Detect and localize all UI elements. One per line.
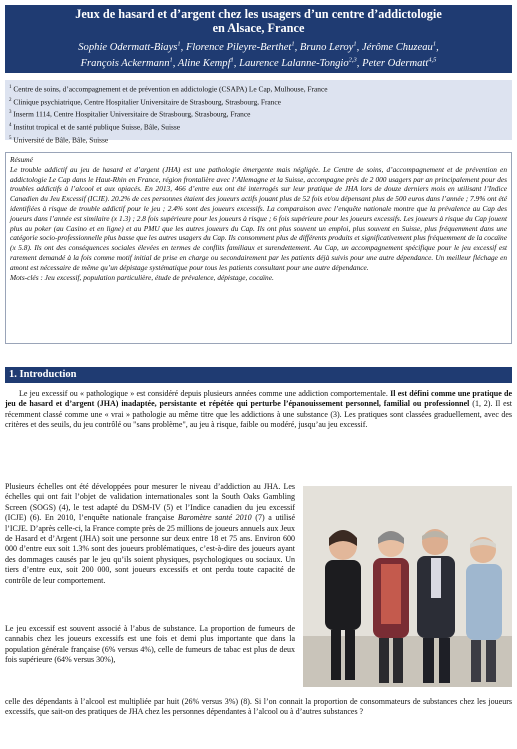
intro-paragraph-3-full: celle des dépendants à l’alcool est multipliée par huit (26% versus 3%) (8). Si l’on connait la proportion de consommateurs de substances chez les joueurs excessifs, que sait-on des pratiques de JHA chez les personnes dépendantes à l’alcool ou à d’autres substances ? <box>5 697 512 717</box>
bold-definition: Il est défini comme une pratique de jeu de hasard et d’argent (JHA) inadaptée, persistante et répétée qui perturbe l’épanouissement personnel, familial ou professionnel <box>5 389 512 409</box>
abstract-heading: Résumé <box>10 155 33 164</box>
team-photo-illustration <box>303 486 512 687</box>
affiliation: $^4$ Institut tropical et de santé publique Suisse, Bâle, Suisse <box>9 122 181 132</box>
affiliations-box <box>5 80 512 145</box>
title-line-1: Jeux de hasard et d’argent chez les usagers d’un centre d’addictologie <box>75 7 442 21</box>
text-run: Plusieurs échelles ont été développées pour mesurer le niveau d’addiction au JHA. Les échelles qui ont fait l’objet de validation internationales sont la South Oaks Gambling Screen (SOGS) (4), le test adapté du DSM-IV (5) et l’Indice canadien du jeu excessif (ICJE) (6). En 2010, l’enquête nationale française <box>5 482 295 523</box>
italic-survey-name: Baromètre santé 2010 <box>177 513 252 523</box>
author: Bruno Leroy$^1$, <box>299 40 362 53</box>
title-banner <box>5 5 512 73</box>
abstract-body: Le trouble addictif au jeu de hasard et d’argent (JHA) est une pathologie émergente mais négligée. Le Centre de soins, d’accompagnement et de prévention en addictologie Le Cap dans le Haut-Rhin en France, région frontalière avec l’Allemagne et la Suisse, accompagne près de 2 000 usagers par an principalement pour des troubles addictifs à l’alcool et aux opiacés. En 2013, 466 d’entre eux ont été interrogés sur leur pratique de JHA lors de douze derniers mois en utilisant l’Indice Canadien du Jeu Excessif (ICJE). 20.2% de ces personnes étaient des joueurs actifs jouant plus de 52 fois et/ou dépensant plus de 500 euros dans l’année ; 7.9% ont été identifiées à risque de trouble addictif pour le jeu ; 2.4% sont des joueurs excessifs. La comparaison avec l’enquête nationale montre que la prévalence au Cap des joueurs dans l’année est similaire (x 1.3) ; 2.8 fois supérieure pour les joueurs à risque ; 6 fois supérieure pour les joueurs excessifs. Les joueurs à risque du Cap jouent plus au poker (au Casino et en ligne) et au PMU que les autres joueurs du Cap. Ils ont plus souvent un emploi, plus souvent en Suisse, plus fréquemment dans une catégorie socio-professionnelle plus basse que les autres usagers du Cap. Ils consomment plus de différents produits et significativement plus fréquemment de la cocaïne (x 5.8). Ils ont des conséquences sociales élevées en termes de conflits familiaux et surendettement. Au Cap, un accompagnement spécifique pour le jeu excessif est rarement demandé à la fois comme motif initial de prise en charge ou secondairement par les patients déjà suivis pour une autre dépendance. Un meilleur fléchage en amont est nécessaire de même qu’un dépistage systématique pour tous les patients consultant pour une autre dépendance. <box>10 164 507 272</box>
paper-title <box>5 7 512 35</box>
author: Laurence Lalanne-Tongio$^{2,3}$, <box>239 56 363 70</box>
author: Jérôme Chuzeau$^1$, <box>361 40 439 53</box>
abstract-box <box>5 152 512 344</box>
affiliation: $^1$ Centre de soins, d’accompagnement et de prévention en addictologie (CSAPA) Le Cap, Mulhouse, France <box>9 84 328 94</box>
section-heading: 1. Introduction <box>5 367 512 383</box>
keywords: Mots-clés : Jeu excessif, population particulière, étude de prévalence, dépistage, cocaïne. <box>10 272 274 282</box>
intro-paragraph-2 <box>5 482 295 586</box>
affiliation: $^2$ Clinique psychiatrique, Centre Hospitalier Universitaire de Strasbourg, Strasbourg, France <box>9 97 281 107</box>
team-photo <box>303 486 512 687</box>
affiliation: $^3$ Inserm 1114, Centre Hospitalier Universitaire de Strasbourg, Strasbourg, France <box>9 109 251 119</box>
author-list <box>5 37 512 70</box>
title-line-2: en Alsace, France <box>212 21 305 35</box>
intro-paragraph-3-column: Le jeu excessif est souvent associé à l’abus de substance. La proportion de fumeurs de cannabis chez les joueurs excessifs est une fois et demi plus importante que dans la population générale française (6% versus 4%), celle de fumeurs de tabac est plus de deux fois supérieure (64% versus 30%), <box>5 624 295 665</box>
author: Sophie Odermatt-Biays$^1$, <box>78 40 186 53</box>
author: Aline Kempf$^1$, <box>177 56 240 70</box>
intro-paragraph-1 <box>5 389 512 431</box>
author: Florence Pileyre-Berthet$^1$, <box>185 40 300 53</box>
text-run: (7) a utilisé l’ICJE. D’après celle-ci, la France compte près de 25 millions de joueurs annuels aux Jeux de Hasard et d’Argent (JHA) soit une personne sur deux entre 18 et 75 ans. Environ 600 000 d’entre eux soit 1.3% sont des joueurs problématiques, c’est-à-dire des joueurs ayant des dommages causés par le jeu qu’ils soient physiques, psychologiques ou sociaux. Un tiers d’entre eux, soit 200 000, sont joueurs excessifs et ont perdu toute capacité de contrôle de leur comportement. <box>5 513 295 585</box>
author: Peter Odermatt$^{4,5}$ <box>362 56 437 70</box>
text-run: (1, 2). Il est récemment classé comme une « vrai » pathologie au même titre que les addictions à une substance (3). Les pratiques sont classées graduellement, avec des critères et des seuils, du jeu contrôlé ou "sans problème", au jeu à risque, faible ou modéré, jusqu’au jeu excessif. <box>5 399 512 430</box>
text-run: Le jeu excessif ou « pathologique » est considéré depuis plusieurs années comme une addiction comportementale. <box>19 389 391 398</box>
author: François Ackermann$^1$, <box>80 56 178 70</box>
affiliation: $^5$ Université de Bâle, Bâle, Suisse <box>9 135 109 145</box>
